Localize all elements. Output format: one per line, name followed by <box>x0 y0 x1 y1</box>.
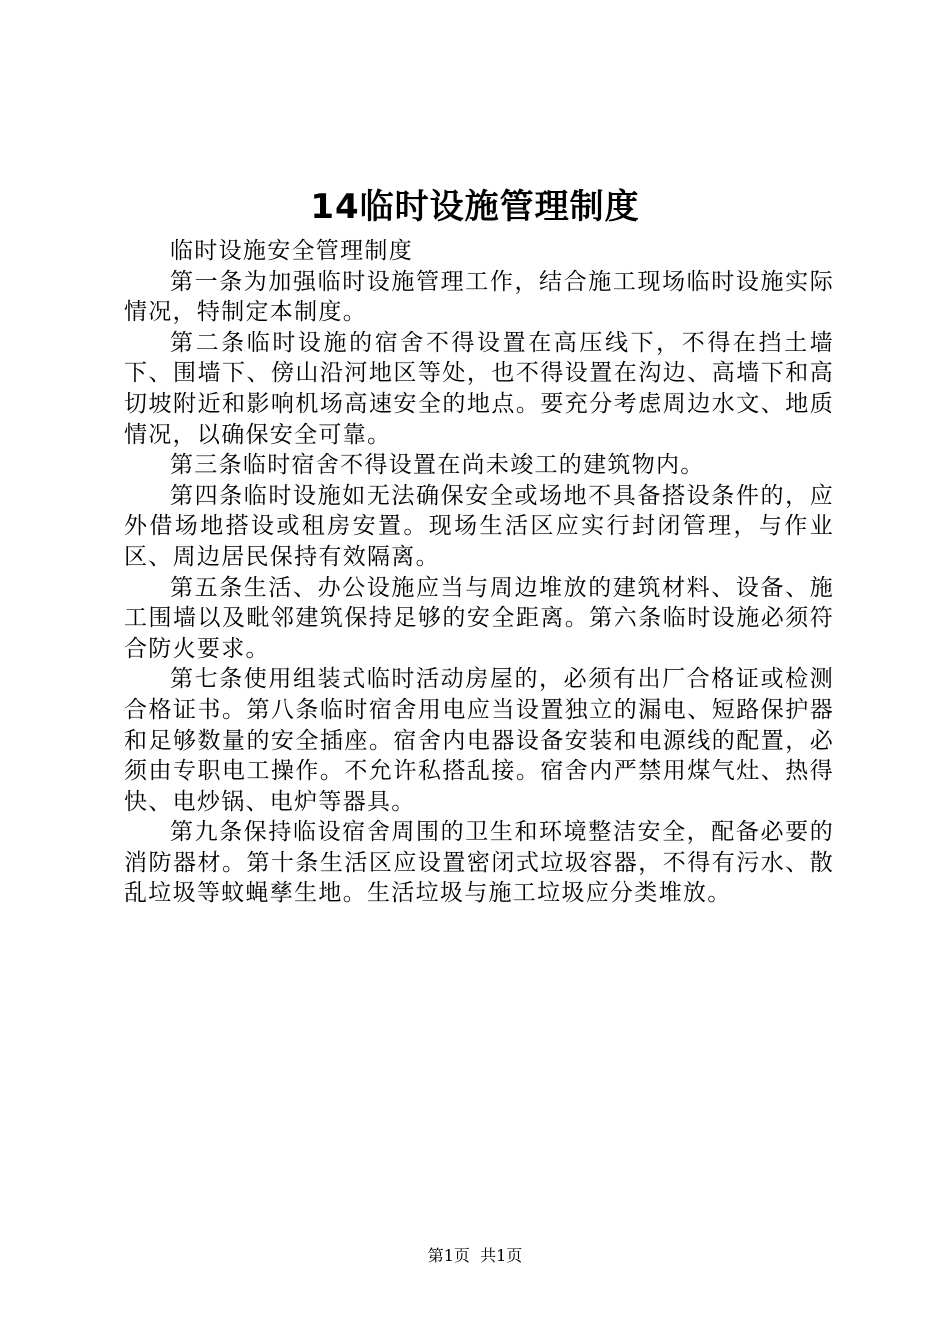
paragraph-subtitle: 临时设施安全管理制度 <box>170 238 413 264</box>
paragraph-article-9-10: 第九条保持临设宿舍周围的卫生和环境整洁安全，配备必要的消防器材。第十条生活区应设置密闭式垃圾容器，不得有污水、散乱垃圾等蚊蝇孳生地。生活垃圾与施工垃圾应分类堆放。 <box>124 819 834 907</box>
paragraph-article-7-8: 第七条使用组装式临时活动房屋的，必须有出厂合格证或检测合格证书。第八条临时宿舍用电应当设置独立的漏电、短路保护器和足够数量的安全插座。宿舍内电器设备安装和电源线的配置，必须由专职电工操作。不允许私搭乱接。宿舍内严禁用煤气灶、热得快、电炒锅、电炉等器具。 <box>124 666 834 815</box>
paragraph-article-4: 第四条临时设施如无法确保安全或场地不具备搭设条件的，应外借场地搭设或租房安置。现场生活区应实行封闭管理，与作业区、周边居民保持有效隔离。 <box>124 482 834 570</box>
paragraph-article-1: 第一条为加强临时设施管理工作，结合施工现场临时设施实际情况，特制定本制度。 <box>124 268 834 326</box>
document-body <box>124 236 834 909</box>
document-title: 14临时设施管理制度 <box>310 187 640 227</box>
page-number: 第1页 共1页 <box>427 1246 523 1265</box>
page-footer <box>0 1244 950 1268</box>
paragraph-article-2: 第二条临时设施的宿舍不得设置在高压线下，不得在挡土墙下、围墙下、傍山沿河地区等处，也不得设置在沟边、高墙下和高切坡附近和影响机场高速安全的地点。要充分考虑周边水文、地质情况，以确保安全可靠。 <box>124 329 834 448</box>
paragraph-article-5-6: 第五条生活、办公设施应当与周边堆放的建筑材料、设备、施工围墙以及毗邻建筑保持足够的安全距离。第六条临时设施必须符合防火要求。 <box>124 574 834 662</box>
paragraph-article-3: 第三条临时宿舍不得设置在尚未竣工的建筑物内。 <box>170 452 705 479</box>
